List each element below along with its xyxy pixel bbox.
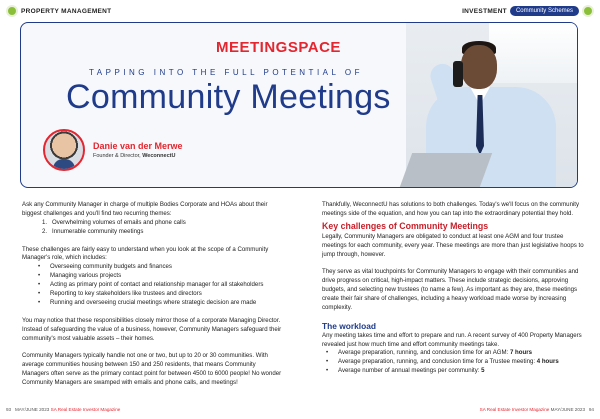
page-number: 94 xyxy=(588,407,594,412)
paragraph: Any meeting takes time and effort to prepare and run. A recent survey of 400 Property Managers revealed just how much time and effort community meetings take. xyxy=(322,331,582,348)
section-heading: Key challenges of Community Meetings xyxy=(322,220,489,231)
list-item: • Reporting to key stakeholders like trustees and directors xyxy=(38,290,202,298)
footer-left xyxy=(6,407,120,412)
section-label: PROPERTY MANAGEMENT xyxy=(21,7,112,15)
list-item: 2. Innumerable community meetings xyxy=(42,227,144,235)
stat-item: • Average number of annual meetings per community: 5 xyxy=(326,367,485,375)
stat-item: • Average preparation, running, and conclusion time for an AGM: 7 hours xyxy=(326,349,532,357)
section-dot-icon xyxy=(582,5,594,17)
footer-right xyxy=(480,407,594,412)
section-pill: Community Schemes xyxy=(510,6,579,16)
article-column-left xyxy=(22,201,284,388)
paragraph: Thankfully, WeconnectU has solutions to both challenges. Today's we'll focus on the community meetings side of the equation, and how you can tap into the extraordinary potential they hold. xyxy=(322,201,580,217)
hero-photo xyxy=(406,23,578,187)
section-label-left xyxy=(6,5,111,17)
magazine-name: SA Real Estate Investor Magazine xyxy=(50,407,121,412)
meetingspace-logo: MEETINGSPACE xyxy=(216,39,341,56)
section-dot-icon xyxy=(6,5,18,17)
author-name: Danie van der Merwe xyxy=(93,141,183,151)
article-column-right xyxy=(322,201,584,376)
paragraph: Legally, Community Managers are obligated to conduct at least one AGM and four trustee meetings for each community, every year. These meetings are more than just legislative hoops to jump through, however. xyxy=(322,232,584,258)
laptop-icon xyxy=(400,153,492,187)
paragraph: You may notice that these responsibilities closely mirror those of a corporate Managing Director. Instead of safeguarding the value of a business, however, Community Managers safeguard their community's most valuable assets – their homes. xyxy=(22,316,282,342)
page-number: 93 xyxy=(6,407,12,412)
magazine-name: SA Real Estate Investor Magazine xyxy=(479,407,550,412)
hero-tagline: TAPPING INTO THE FULL POTENTIAL OF xyxy=(89,68,363,77)
list-item: • Running and overseeing crucial meetings where strategic decision are made xyxy=(38,298,257,306)
list-item: • Overseeing community budgets and finances xyxy=(38,263,172,271)
top-bar xyxy=(0,0,600,22)
author-role: Founder & Director, WeconnectU xyxy=(93,153,176,159)
author-avatar xyxy=(43,129,85,171)
paragraph: They serve as vital touchpoints for Community Managers to engage with their communities and drive progress on critical, high-impact matters. These include strategic decisions, approving budgets, and selecting new trustees (to name a few). As important as they are, these meetings create their fair share of challenges, including a heavy workload made worse by increasing complexity. xyxy=(322,268,579,311)
stat-item: • Average preparation, running, and conclusion time for a Trustee meeting: 4 hours xyxy=(326,358,559,366)
list-item: 1. Overwhelming volumes of emails and phone calls xyxy=(42,218,186,226)
issue-date: MAY/JUNE 2023 xyxy=(14,407,50,412)
section-label: INVESTMENT xyxy=(462,7,507,15)
article-hero xyxy=(20,22,578,188)
phone-icon xyxy=(453,61,463,87)
paragraph: Community Managers typically handle not one or two, but up to 20 or 30 communities. With average communities housing between 150 and 250 residents, that means Community Managers often serve as the primary contact point for between 4500 to 6000 people! No wonder Community Managers are swamped with emails and phone calls, and meetings! xyxy=(22,352,282,387)
issue-date: MAY/JUNE 2023 xyxy=(550,407,586,412)
subsection-heading: The workload xyxy=(322,320,376,331)
paragraph: These challenges are fairly easy to understand when you look at the scope of a Community Manager's role, which includes: xyxy=(22,245,269,262)
author-byline xyxy=(43,129,183,171)
list-item: • Acting as primary point of contact and relationship manager for all stakeholders xyxy=(38,281,264,289)
paragraph: Ask any Community Manager in charge of multiple Bodies Corporate and HOAs about their biggest challenges and you'll find two recurring themes: xyxy=(22,201,268,217)
hero-title: Community Meetings xyxy=(66,78,391,116)
list-item: • Managing various projects xyxy=(38,272,122,280)
section-label-right xyxy=(462,5,594,17)
